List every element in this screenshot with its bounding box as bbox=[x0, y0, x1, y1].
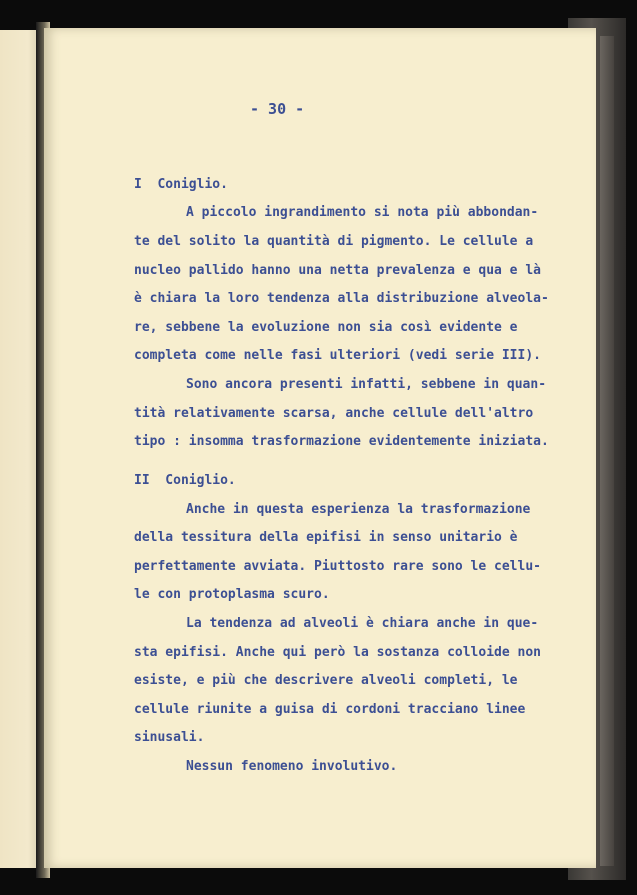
text-line: completa come nelle fasi ulteriori (vedi serie III). bbox=[134, 348, 541, 363]
page-number: - 30 - bbox=[250, 100, 305, 118]
text-line: esiste, e più che descrivere alveoli completi, le bbox=[134, 673, 518, 688]
text-line: Anche in questa esperienza la trasformazione bbox=[186, 502, 531, 517]
text-line: Nessun fenomeno involutivo. bbox=[186, 759, 398, 774]
text-line: perfettamente avviata. Piuttosto rare sono le cellu- bbox=[134, 559, 541, 574]
text-line: te del solito la quantità di pigmento. Le cellule a bbox=[134, 234, 534, 249]
text-line: tipo : insomma trasformazione evidentemente iniziata. bbox=[134, 434, 549, 449]
previous-page-edge bbox=[0, 30, 40, 868]
text-line: sta epifisi. Anche qui però la sostanza colloide non bbox=[134, 645, 541, 660]
typed-page bbox=[44, 28, 596, 868]
text-line: A piccolo ingrandimento si nota più abbondan- bbox=[186, 205, 539, 220]
text-line: cellule riunite a guisa di cordoni tracciano linee bbox=[134, 702, 526, 717]
text-line: le con protoplasma scuro. bbox=[134, 587, 330, 602]
text-line: è chiara la loro tendenza alla distribuzione alveola- bbox=[134, 291, 549, 306]
text-line: tità relativamente scarsa, anche cellule dell'altro bbox=[134, 406, 534, 421]
book-cover-edge bbox=[600, 36, 614, 866]
heading-coniglio-1: I Coniglio. bbox=[134, 177, 228, 192]
text-line: sinusali. bbox=[134, 730, 205, 745]
text-line: La tendenza ad alveoli è chiara anche in que- bbox=[186, 616, 539, 631]
text-line: Sono ancora presenti infatti, sebbene in quan- bbox=[186, 377, 547, 392]
text-line: re, sebbene la evoluzione non sia così evidente e bbox=[134, 320, 518, 335]
text-line: nucleo pallido hanno una netta prevalenza e qua e là bbox=[134, 263, 541, 278]
text-line: della tessitura della epifisi in senso unitario è bbox=[134, 530, 518, 545]
heading-coniglio-2: II Coniglio. bbox=[134, 473, 236, 488]
